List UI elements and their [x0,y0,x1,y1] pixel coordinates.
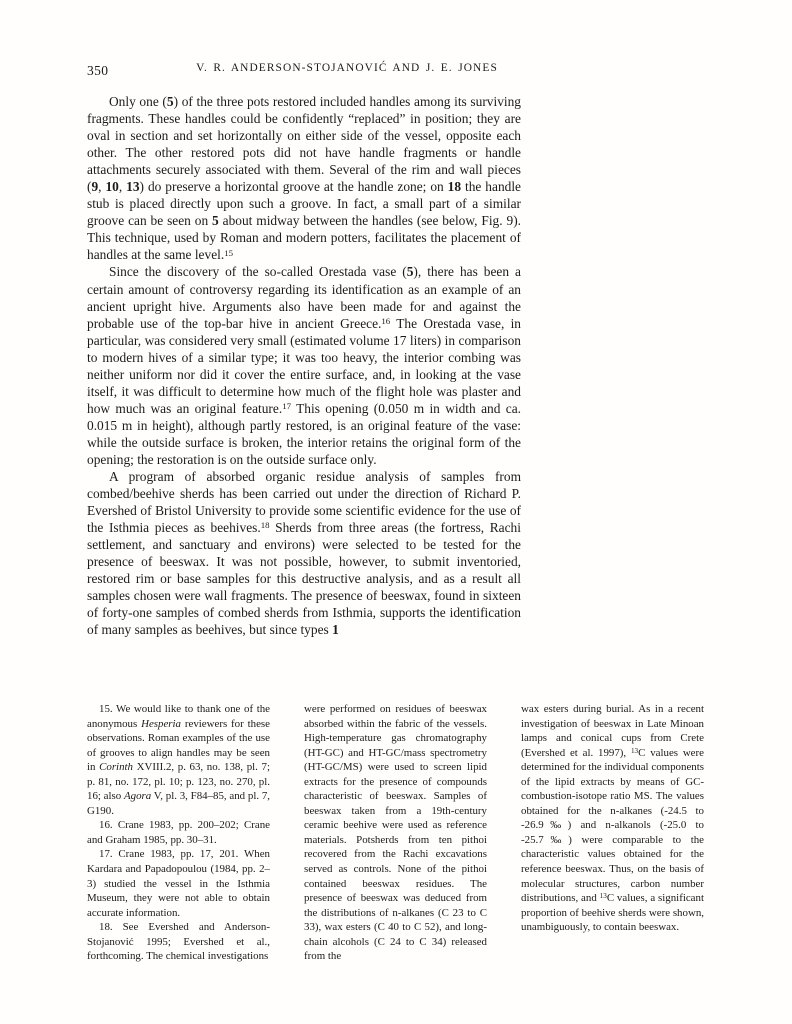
footnote-17: 17. Crane 1983, pp. 17, 201. When Kardara and Papadopoulou (1984, pp. 2–3) studied the vessel in the Isthmia Museum, they were not able to obtain accurate information. [87,848,270,919]
footnote-16: 16. Crane 1983, pp. 200–202; Crane and Graham 1985, pp. 30–31. [87,819,270,846]
body-paragraph-1: Only one (5) of the three pots restored included handles among its surviving fragments. These handles could be confidently “replaced” in position; they are oval in section and set horizontally on either side of the vessel, opposite each other. The other restored pots did not have handle fragments or handle attachments securely associated with them. Several of the rim and wall pieces (9, 10, 13) do preserve a horizontal groove at the handle zone; on 18 the handle stub is placed directly upon such a groove. In fact, a small part of a similar groove can be seen on 5 about midway between the handles (see below, Fig. 9). This technique, used by Roman and modern potters, facilitates the placement of handles at the same level.$^{15}$ [87,94,522,263]
page-header [87,62,607,80]
footnote-18-continuation-1: were performed on residues of beeswax absorbed within the fabric of the vessels. High-temperature gas chromatography (HT-GC) and HT-GC/mass spectrometry (HT-GC/MS) were used to screen lipid extracts for the presence of compounds characteristic of beeswax. Samples of beeswax taken from a 19th-century ceramic beehive were used as reference materials. Potsherds from ten pithoi recovered from the Rachi excavations served as controls. None of the pithoi contained beeswax residues. The presence of beeswax was deduced from the distributions of n-alkanes (C 23 to C 33), wax esters (C 40 to C 52), and long-chain alcohols (C 24 to C 34) released from the [304,703,487,963]
footnotes-section [87,702,704,964]
footnote-18-continuation-2: wax esters during burial. As in a recent investigation of beeswax in Late Minoan lamps and conical cups from Crete (Evershed et al. 1997), $^{13}$C values were determined for the individual components of the lipid extracts by means of GC-combustion-isotope ratio MS. The values obtained for the n-alkanes (-24.5 to -26.9‰) and n-alkanols (-25.0 to -25.7‰) were comparable to the characteristic values obtained for the reference beeswax. Thus, on the basis of molecular structures, carbon number distributions, and $^{13}$C values, a significant proportion of beehive sherds were shown, unambiguously, to contain beeswax. [521,703,704,934]
body-paragraph-3: A program of absorbed organic residue analysis of samples from combed/beehive sherds has been carried out under the direction of Richard P. Evershed of Bristol University to provide some scientific evidence for the use of the Isthmia pieces as beehives.$^{18}$ Sherds from three areas (the fortress, Rachi settlement, and sanctuary and environs) were selected to be tested for the presence of beeswax. It was not possible, however, to submit inventoried, restored rim or base samples for this destructive analysis, and as a result all samples chosen were wall fragments. The presence of beeswax, found in sixteen of forty-one samples of combed sherds from Isthmia, supports the identification of many samples as beehives, but since types 1 [87,469,521,638]
footnote-column-3 [521,702,704,964]
footnote-column-1 [87,702,270,964]
footnote-18: 18. See Evershed and Anderson-Stojanović 1995; Evershed et al., forthcoming. The chemical investigations [87,921,270,963]
footnote-15: 15. We would like to thank one of the anonymous Hesperia reviewers for these observations. Roman examples of the use of grooves to align handles may be seen in Corinth XVIII.2, p. 63, no. 138, pl. 7; p. 81, no. 172, pl. 10; p. 123, no. 270, pl. 16; also Agora V, pl. 3, F84–85, and pl. 7, G190. [87,703,271,817]
body-text [87,93,521,639]
running-head: V. R. ANDERSON-STOJANOVIĆ AND J. E. JONES [196,62,498,74]
footnote-column-2 [304,702,487,964]
body-paragraph-2: Since the discovery of the so-called Orestada vase (5), there has been a certain amount of controversy regarding its identification as an example of an ancient upright hive. Arguments also have been made for and against the probable use of the top-bar hive in ancient Greece.$^{16}$ The Orestada vase, in particular, was considered very small (estimated volume 17 liters) in comparison to modern hives of a similar type; it was too heavy, the interior combing was neither uniform nor did it cover the entire surface, and, in looking at the vase itself, it was difficult to determine how much of the flight hole was plaster and how much was an original feature.$^{17}$ This opening (0.050 m in width and ca. 0.015 m in height), although partly restored, is an original feature of the vase: while the outside surface is broken, the interior retains the original form of the opening; the restoration is on the outside surface only. [87,264,521,467]
page-number: 350 [87,63,109,78]
